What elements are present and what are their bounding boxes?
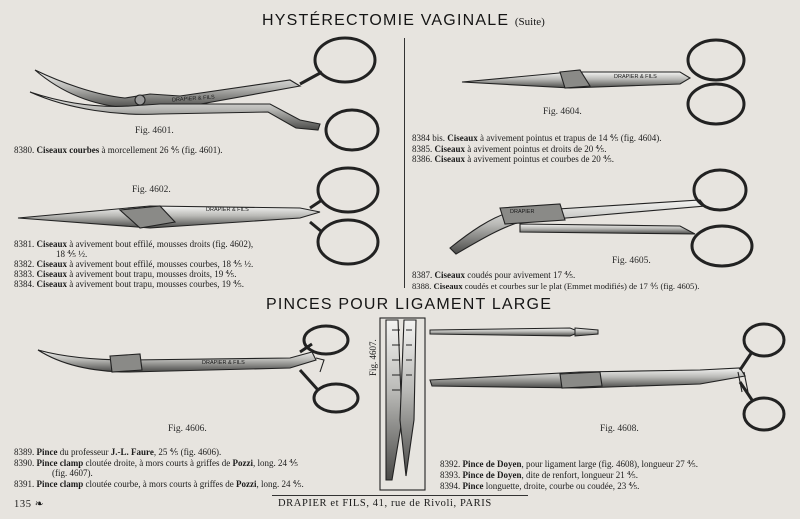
maker-mark-4601: DRAPIER & FILS <box>171 94 215 104</box>
list-item <box>412 154 614 165</box>
item-description: à avivement bout trapu, mousses courbes, 19 ⅘. <box>67 279 244 289</box>
page-title-suite: (Suite) <box>514 16 545 28</box>
scissors-4605-icon <box>450 170 752 266</box>
item-number: 8392. <box>440 459 461 469</box>
list-item <box>412 133 661 144</box>
page-number-text: 135 <box>14 499 32 510</box>
maker-mark-4605: DRAPIER <box>510 209 535 215</box>
list-item <box>14 479 304 490</box>
item-name: Ciseaux courbes <box>36 145 100 155</box>
list-item <box>440 459 698 470</box>
footer-rule <box>272 495 528 496</box>
item-description: , long. 24 ⅘. <box>256 479 304 489</box>
item-name: Ciseaux <box>36 269 68 279</box>
clamp-4607-icon <box>380 318 425 490</box>
fig-4606-caption: Fig. 4606. <box>168 424 207 434</box>
maker-mark-4602: DRAPIER & FILS <box>206 207 249 213</box>
maker-mark-4604: DRAPIER & FILS <box>614 74 657 80</box>
item-description: à morcellement 26 ⅘ (fig. 4601). <box>99 145 223 155</box>
list-item <box>412 270 575 281</box>
list-item <box>14 145 222 156</box>
item-description: à avivement bout trapu, mousses droits, 19 ⅘. <box>67 269 237 279</box>
item-description: coudés et courbes sur le plat (Emmet modifiés) de 17 ⅘ (fig. 4605). <box>462 281 700 291</box>
maker-mark-4606: DRAPIER & FILS <box>202 360 245 366</box>
item-number: 8394. <box>440 481 461 491</box>
list-item <box>14 279 244 290</box>
item-description: du professeur <box>57 447 111 457</box>
item-description: (fig. 4607). <box>52 468 93 478</box>
fig-4607-caption: Fig. 4607. <box>368 339 378 376</box>
column-divider <box>404 38 405 288</box>
page-title <box>262 12 545 30</box>
item-description: , pour ligament large (fig. 4608), longueur 27 ⅘. <box>521 459 699 469</box>
section-title: PINCES POUR LIGAMENT LARGE <box>266 296 553 313</box>
item-name: Ciseaux <box>36 259 68 269</box>
item-description: à avivement pointus et droits de 20 ⅘. <box>465 144 607 154</box>
item-author: Pozzi <box>236 479 257 489</box>
fig-4608-caption: Fig. 4608. <box>600 424 639 434</box>
item-name: Ciseaux <box>434 144 466 154</box>
item-number: 8389. <box>14 447 35 457</box>
item-number: 8381. <box>14 239 35 249</box>
item-description: 18 ⅘ ½. <box>56 249 88 259</box>
item-description: longuette, droite, courbe ou coudée, 23 ⅘. <box>483 481 640 491</box>
item-number: 8380. <box>14 145 35 155</box>
item-number: 8388. <box>412 281 432 291</box>
forceps-4606-icon <box>38 326 358 412</box>
list-item <box>14 239 253 250</box>
list-item <box>14 447 221 458</box>
item-number: 8385. <box>412 144 433 154</box>
item-number: 8386. <box>412 154 433 164</box>
item-name: Ciseaux <box>434 270 466 280</box>
item-name: Ciseaux <box>36 239 68 249</box>
item-name: Pince de Doyen <box>462 459 522 469</box>
fig-4602-caption: Fig. 4602. <box>132 185 171 195</box>
item-name: Pince clamp <box>36 479 84 489</box>
item-name: Ciseaux <box>433 281 463 291</box>
item-number: 8384 bis. <box>412 133 446 143</box>
item-name: Ciseaux <box>36 279 68 289</box>
item-author: Pozzi <box>232 458 254 468</box>
fig-4604-caption: Fig. 4604. <box>543 107 582 117</box>
forceps-4608-icon <box>430 324 784 430</box>
item-description: , 25 ⅘ (fig. 4606). <box>153 447 222 457</box>
publisher-line: DRAPIER et FILS, 41, rue de Rivoli, PARIS <box>278 498 492 509</box>
item-number: 8391. <box>14 479 35 489</box>
item-number: 8384. <box>14 279 35 289</box>
fig-4605-caption: Fig. 4605. <box>612 256 651 266</box>
item-description: coudés pour avivement 17 ⅘. <box>465 270 576 280</box>
list-item-continuation <box>52 468 93 479</box>
forceps-4608-slim-icon <box>430 328 598 336</box>
item-description: cloutée courbe, à mors courts à griffes de <box>83 479 237 489</box>
list-item <box>440 470 638 481</box>
item-number: 8382. <box>14 259 35 269</box>
item-description: , dite de renfort, longueur 21 ⅘. <box>521 470 638 480</box>
item-name: Ciseaux <box>447 133 478 143</box>
item-description: à avivement pointus et courbes de 20 ⅘. <box>465 154 614 164</box>
item-description: cloutée droite, à mors courts à griffes de <box>83 458 233 468</box>
list-item <box>412 281 699 292</box>
item-description: à avivement bout effilé, mousses courbes, 18 ⅘ ½. <box>67 259 254 269</box>
fig-4601-caption: Fig. 4601. <box>135 126 174 136</box>
item-author: J.-L. Faure <box>110 447 154 457</box>
item-number: 8387. <box>412 270 433 280</box>
page-number <box>14 498 44 510</box>
page-title-text: HYSTÉRECTOMIE VAGINALE <box>262 12 510 29</box>
item-name: Pince de Doyen <box>462 470 522 480</box>
list-item <box>440 481 639 492</box>
item-name: Ciseaux <box>434 154 466 164</box>
item-description: , long. 24 ⅘ <box>253 458 299 468</box>
item-number: 8393. <box>440 470 461 480</box>
item-number: 8390. <box>14 458 35 468</box>
scissors-4601-icon <box>30 38 378 150</box>
item-number: 8383. <box>14 269 35 279</box>
item-name: Pince <box>462 481 484 491</box>
item-description: à avivement pointus et trapus de 14 ⅘ (fig. 4604). <box>477 133 662 143</box>
scissors-4604-icon <box>462 40 744 124</box>
item-name: Pince <box>36 447 58 457</box>
ornament-icon: ❧ <box>34 499 45 510</box>
item-name: Pince clamp <box>36 458 84 468</box>
item-description: à avivement bout effilé, mousses droits (fig. 4602), <box>67 239 254 249</box>
